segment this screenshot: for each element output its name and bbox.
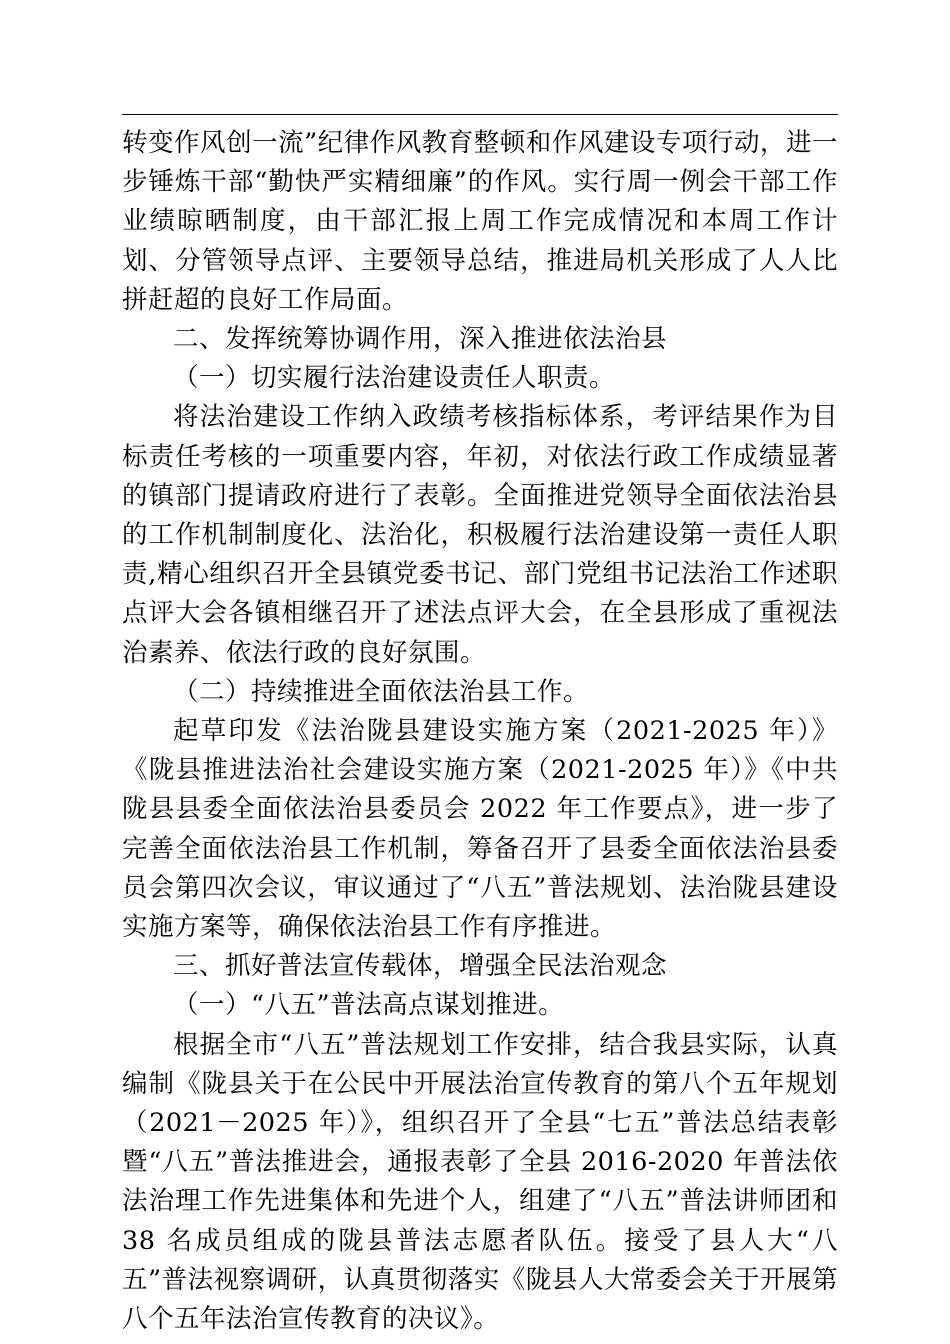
subheading-3-1: （一）“八五”普法高点谋划推进。 — [173, 990, 565, 1021]
document-body — [122, 124, 838, 1339]
subheading-2-1: （一）切实履行法治建设责任人职责。 — [173, 363, 616, 394]
section-heading-2: 二、发挥统筹协调作用，深入推进依法治县 — [173, 324, 668, 355]
paragraph-3-1: 根据全市“八五”普法规划工作安排，结合我县实际，认真编制《陇县关于在公民中开展法治宣传教育的第八个五年规划（2021－2025 年）》，组织召开了全县“七五”普法总结表彰暨“八五”普法推进会，通报表彰了全县 2016-2020 年普法依法治理工作先进集体和先进个人，组建了“八五”普法讲师团和 38 名成员组成的陇县普法志愿者队伍。接受了县人大“八五”普法视察调研，认真贯彻落实《陇县人大常委会关于开展第八个五年法治宣传教育的决议》。 — [122, 1029, 838, 1335]
paragraph-2-2: 起草印发《法治陇县建设实施方案（2021-2025 年）》《陇县推进法治社会建设实施方案（2021-2025 年）》《中共陇县县委全面依法治县委员会 2022 年工作要点》，进一步了完善全面依法治县工作机制，筹备召开了县委全面依法治县委员会第四次会议，审议通过了“八五”普法规划、法治陇县建设实施方案等，确保依法治县工作有序推进。 — [122, 716, 838, 943]
section-heading-3: 三、抓好普法宣传载体，增强全民法治观念 — [173, 951, 668, 982]
paragraph-2-1: 将法治建设工作纳入政绩考核指标体系，考评结果作为目标责任考核的一项重要内容，年初，对依法行政工作成绩显著的镇部门提请政府进行了表彰。全面推进党领导全面依法治县的工作机制制度化、法治化，积极履行法治建设第一责任人职责,精心组织召开全县镇党委书记、部门党组书记法治工作述职点评大会各镇相继召开了述法点评大会，在全县形成了重视法治素养、依法行政的良好氛围。 — [122, 402, 838, 668]
subheading-2-2: （二）持续推进全面依法治县工作。 — [173, 676, 590, 707]
paragraph-continued: 转变作风创一流”纪律作风教育整顿和作风建设专项行动，进一步锤炼干部“勤快严实精细廉”的作风。实行周一例会干部工作业绩晾晒制度，由干部汇报上周工作完成情况和本周工作计划、分管领导点评、主要领导总结，推进局机关形成了人人比拼赶超的良好工作局面。 — [122, 128, 838, 315]
header-rule — [122, 114, 838, 115]
